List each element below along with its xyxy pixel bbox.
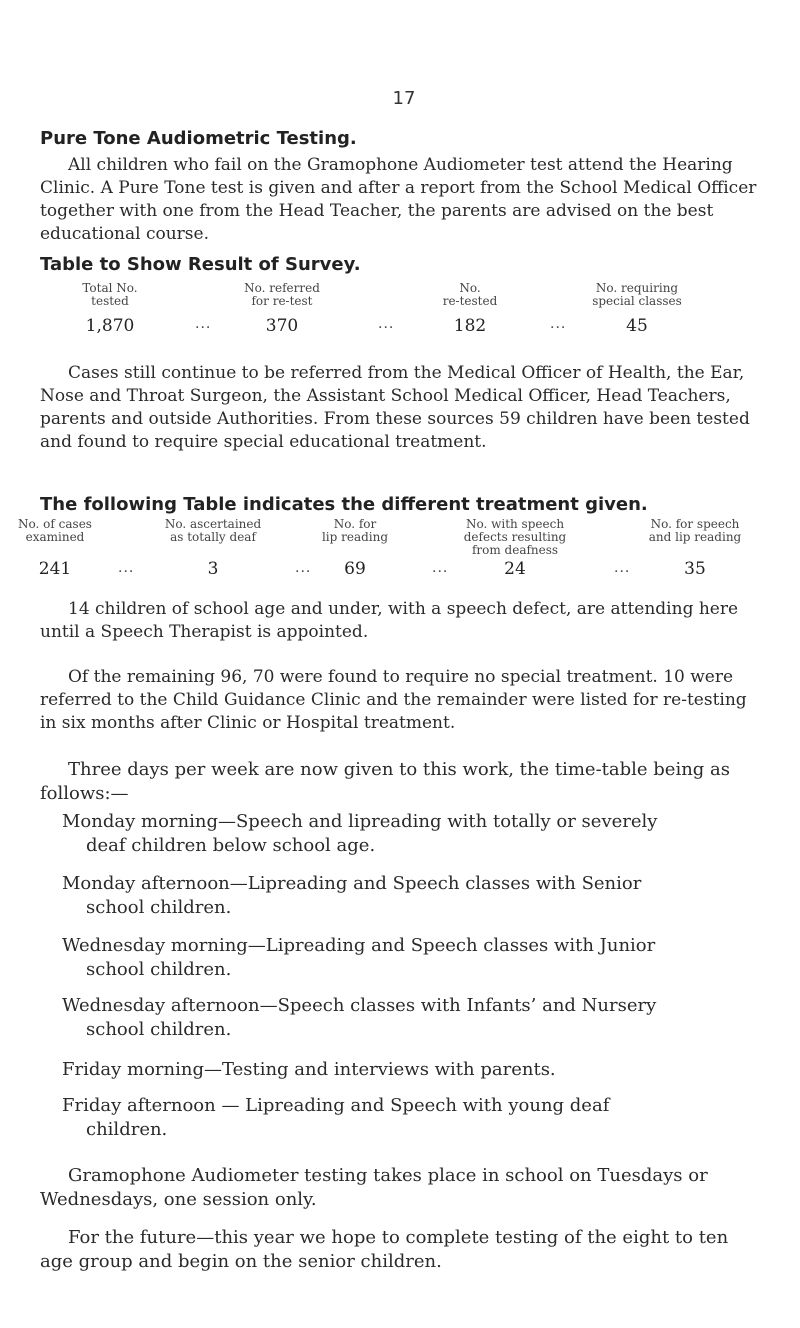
paragraph-gramophone: Gramophone Audiometer testing takes place in school on Tuesdays or Wednesdays, one session only. [40,1165,708,1210]
cell-value: 69 [344,559,366,579]
header-line: and lip reading [648,530,742,544]
paragraph-future: For the future—this year we hope to complete testing of the eight to ten age group and begin on the senior children. [40,1227,729,1272]
leader-dots: ... [378,316,395,332]
column-header [50,282,170,308]
leader-dots: ... [118,560,135,576]
treatment-col-speech-lip [630,518,760,579]
schedule-item-wednesday-morning [62,934,762,982]
survey-table [40,282,760,342]
header-line: Total No. [82,281,138,295]
cell-value: 241 [38,559,72,579]
header-line: from deafness [471,543,559,557]
schedule-item-friday-morning [62,1058,762,1082]
header-line: defects resulting [463,530,567,544]
treatment-col-speech-defects [440,518,590,579]
cell-value: 45 [626,316,648,336]
header-line [0,544,110,557]
survey-col-retested [405,282,535,336]
header-line: examined [25,530,85,544]
header-line: No. [459,281,481,295]
cell-value: 370 [265,316,299,336]
schedule-line: Friday morning—Testing and interviews with parents. [62,1059,556,1080]
cell-value: 182 [453,316,487,336]
schedule-continuation: school children. [86,897,232,918]
header-line: No. ascertained [164,517,262,531]
schedule-line: Monday afternoon—Lipreading and Speech classes with Senior [62,873,642,894]
survey-col-special [562,282,712,336]
cell-value: 24 [504,559,526,579]
paragraph-hearing-clinic: All children who fail on the Gramophone Audiometer test attend the Hearing Clinic. A Pure Tone test is given and after a report from the School Medical Officer together with one from the Head Teacher, the parents are advised on the best educational course. [40,155,757,244]
schedule-line: Wednesday afternoon—Speech classes with Infants’ and Nursery [62,995,657,1016]
leader-dots: ... [550,316,567,332]
cell-value: 35 [684,559,706,579]
treatment-col-deaf [148,518,278,579]
column-header [440,518,590,557]
schedule-continuation: children. [86,1119,168,1140]
header-line [300,544,410,557]
schedule-continuation: school children. [86,959,232,980]
column-header [148,518,278,557]
cell-value: 3 [207,559,219,579]
schedule-continuation: school children. [86,1019,232,1040]
header-line: No. for [333,517,377,531]
treatment-col-lip-reading [300,518,410,579]
header-line: for re-test [251,294,313,308]
paragraph-three-days: Three days per week are now given to this work, the time-table being as follows:— [40,759,731,804]
column-header [562,282,712,308]
schedule-line: Friday afternoon — Lipreading and Speech with young deaf [62,1095,610,1116]
header-line: tested [91,294,129,308]
header-line [630,544,760,557]
schedule-line: Wednesday morning—Lipreading and Speech classes with Junior [62,935,656,956]
paragraph-remaining: Of the remaining 96, 70 were found to require no special treatment. 10 were referred to the Child Guidance Clinic and the remainder were listed for re-testing in six months after Clinic or Hospital treatment. [40,667,747,733]
treatment-col-examined [0,518,110,579]
section-heading-pure-tone: Pure Tone Audiometric Testing. [40,128,357,149]
leader-dots: ... [614,560,631,576]
header-line [148,544,278,557]
header-line: as totally deaf [170,530,256,544]
column-header [300,518,410,557]
leader-dots: ... [432,560,449,576]
header-line: No. referred [244,281,320,295]
column-header [630,518,760,557]
schedule-item-wednesday-afternoon [62,994,762,1042]
cell-value: 1,870 [85,316,135,336]
survey-col-referred [212,282,352,336]
column-header [0,518,110,557]
header-line: No. of cases [18,517,92,531]
survey-col-total [50,282,170,336]
header-line: special classes [592,294,682,308]
column-header [212,282,352,308]
leader-dots: ... [195,316,212,332]
column-header [405,282,535,308]
page-number: 17 [392,88,416,109]
paragraph-speech-defect: 14 children of school age and under, with a speech defect, are attending here until a Speech Therapist is appointed. [40,599,739,642]
schedule-continuation: deaf children below school age. [86,835,376,856]
schedule-item-monday-morning [62,810,762,858]
header-line: re-tested [442,294,498,308]
header-line: No. requiring [595,281,679,295]
schedule-item-monday-afternoon [62,872,762,920]
survey-table-heading: Table to Show Result of Survey. [40,254,361,275]
leader-dots: ... [295,560,312,576]
header-line: No. with speech [465,517,565,531]
treatment-table-heading: The following Table indicates the different treatment given. [40,494,648,515]
schedule-line: Monday morning—Speech and lipreading with totally or severely [62,811,658,832]
paragraph-cases-referred: Cases still continue to be referred from the Medical Officer of Health, the Ear, Nose and Throat Surgeon, the Assistant School Medical Officer, Head Teachers, parents and outside Authorities. From these sources 59 children have been tested and found to require special educational treatment. [40,363,750,452]
treatment-table [18,517,760,588]
header-line: lip reading [321,530,389,544]
header-line: No. for speech [650,517,740,531]
schedule-item-friday-afternoon [62,1094,762,1142]
